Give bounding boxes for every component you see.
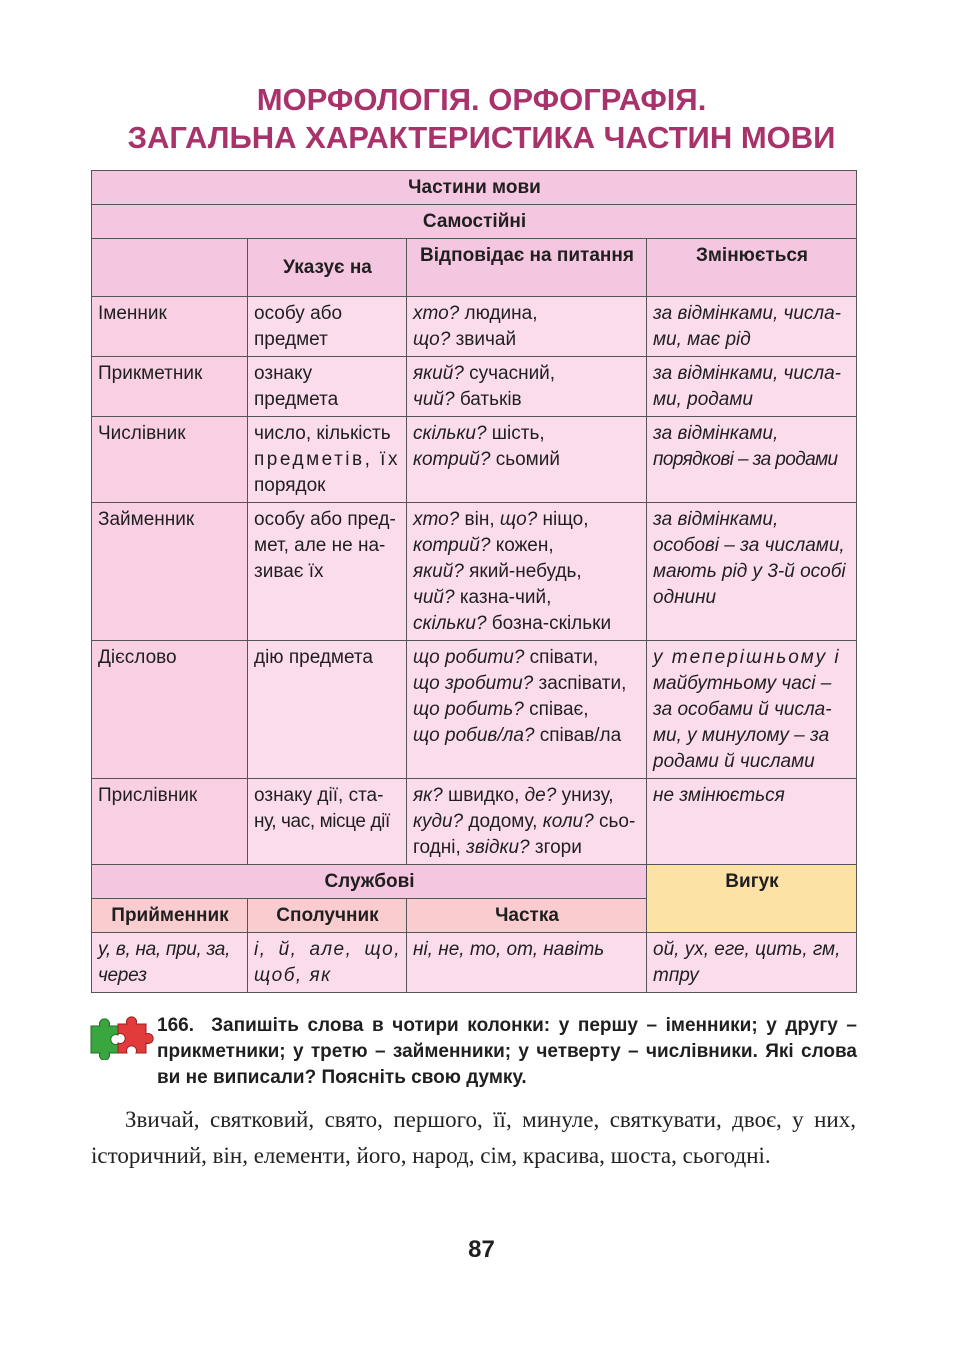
- points-cell: [248, 297, 407, 357]
- table-row: [92, 779, 857, 865]
- table-row: [92, 297, 857, 357]
- changes-cell: [647, 417, 857, 503]
- table-header-row: [92, 171, 857, 205]
- part-name: Числівник: [92, 417, 248, 503]
- text-line: за особами й числа-: [653, 699, 832, 720]
- text-line: ми, має рід: [653, 329, 751, 350]
- preposition-values: у, в, на, при, за, через: [92, 933, 248, 993]
- text-line: що? звичай: [413, 329, 517, 350]
- text-line: мет, але не на-: [254, 535, 386, 556]
- text-line: куди? додому, коли? сьо-: [413, 811, 636, 832]
- questions-cell: [407, 779, 647, 865]
- text-line: чий? казна-чий,: [413, 587, 552, 608]
- text-line: котрий? сьомий: [413, 449, 560, 470]
- text-line: ми, родами: [653, 389, 753, 410]
- text-line: дію предмета: [254, 647, 373, 668]
- text-line: предмета: [254, 389, 339, 410]
- questions-cell: [407, 357, 647, 417]
- text-line: порядкові – за родами: [653, 449, 838, 470]
- text-line: мають рід у 3-й особі: [653, 561, 846, 582]
- page-number: 87: [468, 1236, 495, 1263]
- text-line: скільки? шість,: [413, 423, 545, 444]
- text-line: за відмінками,: [653, 509, 779, 530]
- text-line: число, кількість: [254, 423, 391, 444]
- part-name: Іменник: [92, 297, 248, 357]
- questions-cell: [407, 417, 647, 503]
- interjection-values: ой, ух, еге, цить, гм, тпру: [647, 933, 857, 993]
- text-line: порядок: [254, 475, 326, 496]
- text-line: особові – за числами,: [653, 535, 845, 556]
- changes-cell: [647, 779, 857, 865]
- points-cell: [248, 641, 407, 779]
- independent-header: Самостійні: [92, 205, 857, 239]
- text-line: не змінюється: [653, 785, 785, 806]
- part-name: Дієслово: [92, 641, 248, 779]
- text-line: у теперішньому і: [653, 647, 841, 668]
- text-line: ознаку: [254, 363, 313, 384]
- page-title-line2: ЗАГАЛЬНА ХАРАКТЕРИСТИКА ЧАСТИН МОВИ: [127, 120, 836, 155]
- column-header-changes: Змінюється: [647, 239, 857, 297]
- puzzle-icon: [88, 1016, 154, 1060]
- exercise-number: 166.: [157, 1015, 194, 1036]
- text-line: ознаку дії, ста-: [254, 785, 384, 806]
- particle-values: ні, не, то, от, навіть: [407, 933, 647, 993]
- text-line: родами й числами: [653, 751, 815, 772]
- questions-cell: [407, 503, 647, 641]
- column-header-conjunction: Сполучник: [248, 899, 407, 933]
- exercise-instruction: [157, 1013, 857, 1091]
- table-row: [92, 641, 857, 779]
- table-row: [92, 503, 857, 641]
- text-line: що зробити? заспівати,: [413, 673, 627, 694]
- table-header: Частини мови: [92, 171, 857, 205]
- text-line: особу або: [254, 303, 343, 324]
- independent-header-row: [92, 205, 857, 239]
- text-line: який? сучасний,: [413, 363, 556, 384]
- text-line: зиває їх: [254, 561, 324, 582]
- table-row: [92, 417, 857, 503]
- questions-cell: [407, 297, 647, 357]
- text-line: однини: [653, 587, 717, 608]
- text-line: що робить? співає,: [413, 699, 589, 720]
- parts-of-speech-table: [91, 170, 857, 993]
- changes-cell: [647, 357, 857, 417]
- empty-header-cell: [92, 239, 248, 297]
- text-line: що робити? співати,: [413, 647, 599, 668]
- text-line: майбутньому часі –: [653, 673, 832, 694]
- part-name: Прикметник: [92, 357, 248, 417]
- column-header-row: [92, 239, 857, 297]
- changes-cell: [647, 503, 857, 641]
- changes-cell: [647, 297, 857, 357]
- part-name: Прислівник: [92, 779, 248, 865]
- points-cell: [248, 503, 407, 641]
- text-line: предметів, їх: [254, 449, 400, 470]
- text-line: за відмінками, числа-: [653, 363, 842, 384]
- questions-cell: [407, 641, 647, 779]
- points-cell: [248, 779, 407, 865]
- text-line: котрий? кожен,: [413, 535, 554, 556]
- exercise-text: Запишіть слова в чотири колонки: у першу – іменники; у другу – прикметники; у третю – займенники; у четверту – числівники. Які слова ви не виписали? Поясніть свою думку.: [157, 1015, 858, 1088]
- column-header-points: Указує на: [248, 239, 407, 297]
- column-header-particle: Частка: [407, 899, 647, 933]
- points-cell: [248, 417, 407, 503]
- text-line: хто? він, що? ніщо,: [413, 509, 589, 530]
- table-row: [92, 357, 857, 417]
- text-line: особу або пред-: [254, 509, 396, 530]
- text-line: хто? людина,: [413, 303, 538, 324]
- text-line: що робив/ла? співав/ла: [413, 725, 622, 746]
- column-header-questions: Відповідає на питання: [407, 239, 647, 297]
- text-line: скільки? бозна-скільки: [413, 613, 612, 634]
- text-line: за відмінками,: [653, 423, 779, 444]
- column-header-preposition: Прийменник: [92, 899, 248, 933]
- text-line: який? який-небудь,: [413, 561, 582, 582]
- text-line: ми, у минулому – за: [653, 725, 830, 746]
- aux-values-row: [92, 933, 857, 993]
- text-line: за відмінками, числа-: [653, 303, 842, 324]
- auxiliary-header-row: [92, 865, 857, 899]
- text-line: як? швидко, де? унизу,: [413, 785, 614, 806]
- points-cell: [248, 357, 407, 417]
- exercise-words: Звичай, святковий, свято, першого, її, минуле, святкувати, двоє, у них, історичний, він, елементи, його, народ, сім, красива, шоста, сьогодні.: [91, 1107, 856, 1168]
- text-line: предмет: [254, 329, 328, 350]
- text-line: чий? батьків: [413, 389, 522, 410]
- text-line: ну, час, місце дії: [254, 811, 390, 832]
- text-line: годні, звідки? згори: [413, 837, 582, 858]
- part-name: Займенник: [92, 503, 248, 641]
- conjunction-values: і, й, але, що, щоб, як: [248, 933, 407, 993]
- auxiliary-header: Службові: [92, 865, 647, 899]
- changes-cell: [647, 641, 857, 779]
- page-title-line1: МОРФОЛОГІЯ. ОРФОГРАФІЯ.: [256, 82, 707, 117]
- interjection-header: Вигук: [647, 865, 857, 933]
